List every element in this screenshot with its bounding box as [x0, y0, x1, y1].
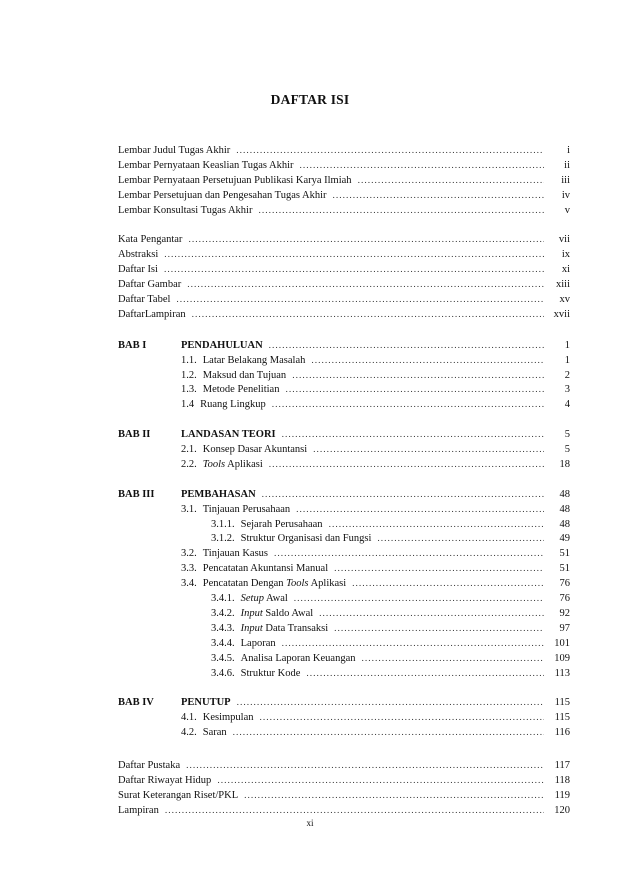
section-page: 1: [564, 354, 570, 366]
toc-entry[interactable]: [118, 189, 570, 203]
toc-entry-title: Daftar Tabel: [118, 294, 171, 305]
toc-entry-page: v: [564, 204, 570, 216]
dot-leader: [269, 339, 544, 353]
chapter-page: 115: [554, 697, 570, 709]
section-entry[interactable]: [118, 458, 570, 472]
section-page: 48: [559, 503, 570, 515]
section-number: 4.2.: [181, 727, 197, 739]
toc-entry-title: Surat Keterangan Riset/PKL: [118, 789, 239, 801]
toc-entry-page: 118: [554, 774, 570, 786]
dot-leader: [319, 607, 544, 621]
section-title-italic: Setup: [240, 593, 264, 604]
toc-entry-page: i: [567, 145, 570, 156]
section-entry[interactable]: [118, 354, 570, 368]
toc-entry-page: iii: [561, 174, 570, 186]
section-entry[interactable]: [118, 369, 570, 383]
section-number: 4.1.: [181, 712, 197, 724]
toc-entry-title: Lembar Judul Tugas Akhir: [118, 145, 231, 156]
subsection-entry[interactable]: [118, 637, 570, 651]
section-title-text: Struktur Kode: [240, 667, 301, 679]
section-title: [203, 547, 268, 561]
section-title-text: Awal: [263, 593, 288, 604]
section-entry[interactable]: [118, 577, 570, 591]
dot-leader: [282, 428, 544, 442]
section-page: 115: [554, 712, 570, 724]
toc-entry-title: Lembar Pernyataan Persetujuan Publikasi Karya Ilmiah: [118, 174, 352, 186]
section-title-text: Analisa Laporan Keuangan: [240, 652, 356, 664]
section-page: 2: [564, 369, 570, 381]
dot-leader: [236, 144, 544, 158]
section-title-text: Aplikasi: [308, 578, 347, 590]
section-number: 3.1.1.: [211, 518, 235, 530]
section-page: 97: [559, 622, 570, 634]
dot-leader: [244, 789, 544, 803]
section-title-text: Maksud dan Tujuan: [202, 369, 287, 381]
section-page: 49: [559, 533, 570, 545]
section-title-text: Struktur Organisasi dan Fungsi: [240, 533, 372, 545]
section-title-text: Tinjauan Perusahaan: [202, 503, 291, 515]
toc-entry[interactable]: [118, 278, 570, 292]
toc-entry[interactable]: [118, 204, 570, 218]
subsection-entry[interactable]: [118, 518, 570, 532]
chapter-label: BAB IV: [118, 697, 154, 709]
section-page: 113: [554, 667, 570, 679]
section-title: [241, 652, 356, 666]
section-number: 1.3.: [181, 384, 197, 396]
section-number: 3.4.1.: [211, 593, 235, 604]
toc-entry[interactable]: [118, 174, 570, 188]
section-title: [241, 592, 288, 606]
dot-leader: [186, 759, 544, 773]
toc-entry-page: ii: [564, 159, 570, 171]
toc-entry-page: 120: [554, 804, 570, 816]
dot-leader: [164, 263, 544, 277]
dot-leader: [334, 622, 544, 636]
page-number: xi: [306, 818, 314, 828]
toc-entry-page: iv: [561, 189, 570, 201]
section-number: 3.4.3.: [211, 622, 235, 634]
page-title: DAFTAR ISI: [270, 92, 350, 107]
section-entry[interactable]: [118, 547, 570, 561]
subsection-entry[interactable]: [118, 607, 570, 621]
section-page: 4: [564, 399, 570, 411]
section-number: 3.4.6.: [211, 667, 235, 679]
dot-leader: [274, 547, 544, 561]
section-title: [200, 398, 266, 412]
section-number: 2.2.: [181, 458, 197, 470]
dot-leader: [164, 248, 544, 262]
toc-entry-page: xiii: [555, 279, 570, 291]
section-title: [241, 518, 323, 532]
dot-leader: [362, 652, 545, 666]
dot-leader: [165, 804, 544, 818]
dot-leader: [187, 278, 544, 292]
toc-entry[interactable]: [118, 263, 570, 277]
section-title-text: Konsep Dasar Akuntansi: [202, 444, 308, 455]
toc-entry-page: 117: [554, 759, 570, 771]
toc-entry-title: DaftarLampiran: [118, 308, 186, 320]
chapter-heading[interactable]: [118, 488, 570, 502]
section-title-text: Metode Penelitian: [202, 384, 280, 396]
section-page: 5: [564, 444, 570, 455]
dot-leader: [329, 518, 544, 532]
toc-entry-title: Lampiran: [118, 804, 159, 816]
chapter-title: PENUTUP: [181, 697, 231, 709]
toc-entry[interactable]: [118, 804, 570, 818]
subsection-entry[interactable]: [118, 652, 570, 666]
toc-entry-page: xv: [559, 294, 570, 305]
section-number: 3.1.2.: [211, 533, 235, 545]
section-page: 18: [559, 458, 570, 470]
section-page: 92: [559, 607, 570, 619]
dot-leader: [272, 398, 544, 412]
section-title-text: Laporan: [240, 637, 276, 649]
section-title: [203, 577, 346, 591]
section-page: 48: [559, 518, 570, 530]
section-title: [203, 711, 254, 725]
section-title-text: Ruang Lingkup: [200, 399, 266, 411]
section-number: 3.4.: [181, 578, 197, 590]
dot-leader: [176, 293, 544, 307]
section-title: [241, 622, 329, 636]
chapter-heading[interactable]: [118, 696, 570, 710]
section-number: 3.2.: [181, 548, 197, 560]
section-page: 51: [559, 548, 570, 560]
toc-entry-title: Daftar Isi: [118, 264, 158, 276]
section-entry[interactable]: [118, 383, 570, 397]
dot-leader: [292, 369, 544, 383]
section-title-text: Aplikasi: [225, 458, 263, 470]
dot-leader: [269, 458, 544, 472]
dot-leader: [334, 562, 544, 576]
section-page: 76: [559, 578, 570, 590]
toc-entry-page: xvii: [553, 308, 570, 320]
section-number: 3.3.: [181, 563, 197, 575]
toc-entry-title: Lembar Konsultasi Tugas Akhir: [118, 204, 253, 216]
chapter-heading[interactable]: [118, 428, 570, 442]
chapter-label: BAB I: [118, 339, 147, 351]
toc-entry-page: ix: [561, 249, 570, 261]
toc-entry[interactable]: [118, 233, 570, 247]
section-title: [203, 354, 306, 368]
section-title: [203, 443, 307, 457]
toc-entry[interactable]: [118, 159, 570, 173]
subsection-entry[interactable]: [118, 532, 570, 546]
section-page: 3: [564, 384, 570, 396]
toc-entry[interactable]: [118, 789, 570, 803]
toc-entry-title: Kata Pengantar: [118, 234, 183, 246]
dot-leader: [294, 592, 544, 606]
dot-leader: [311, 354, 544, 368]
dot-leader: [377, 532, 544, 546]
section-number: 1.4: [181, 399, 195, 411]
section-entry[interactable]: [118, 398, 570, 412]
section-title: [203, 562, 328, 576]
toc-entry[interactable]: [118, 759, 570, 773]
section-title-italic: Input: [240, 622, 263, 634]
section-title: [203, 369, 286, 383]
dot-leader: [217, 774, 544, 788]
toc-entry[interactable]: [118, 293, 570, 307]
dot-leader: [260, 711, 545, 725]
chapter-title: PENDAHULUAN: [181, 339, 263, 351]
dot-leader: [296, 503, 544, 517]
section-title: [241, 532, 372, 546]
chapter-title: PEMBAHASAN: [181, 488, 256, 500]
section-title: [203, 383, 280, 397]
toc-entry[interactable]: [118, 248, 570, 262]
section-page: 101: [554, 637, 570, 649]
section-title: [241, 637, 276, 651]
toc-entry-page: 119: [554, 789, 570, 801]
toc-entry[interactable]: [118, 308, 570, 322]
toc-entry-title: Abstraksi: [118, 249, 159, 261]
section-title: [203, 726, 227, 740]
section-number: 2.1.: [181, 444, 197, 455]
chapter-page: 48: [559, 488, 570, 500]
section-entry[interactable]: [118, 443, 570, 457]
dot-leader: [188, 233, 544, 247]
toc-entry-title: Daftar Gambar: [118, 279, 182, 291]
dot-leader: [285, 383, 544, 397]
dot-leader: [313, 443, 544, 457]
chapter-page: 1: [564, 339, 570, 351]
toc-entry-title: Lembar Persetujuan dan Pengesahan Tugas Akhir: [118, 189, 327, 201]
chapter-label: BAB II: [118, 429, 151, 441]
dot-leader: [262, 488, 544, 502]
section-title-italic: Input: [240, 607, 263, 619]
toc-entry-title: Daftar Riwayat Hidup: [118, 774, 212, 786]
dot-leader: [233, 726, 544, 740]
dot-leader: [333, 189, 544, 203]
chapter-heading[interactable]: [118, 339, 570, 353]
dot-leader: [300, 159, 544, 173]
section-entry[interactable]: [118, 562, 570, 576]
toc-entry-title: Lembar Pernyataan Keaslian Tugas Akhir: [118, 159, 294, 171]
section-entry[interactable]: [118, 711, 570, 725]
section-title-text: Sejarah Perusahaan: [240, 518, 323, 530]
section-number: 3.4.4.: [211, 637, 235, 649]
section-title-italic: Tools: [202, 458, 226, 470]
section-title: [203, 458, 263, 472]
section-title-text: Saran: [202, 727, 227, 739]
section-page: 116: [554, 727, 570, 739]
toc-entry[interactable]: [118, 144, 570, 158]
section-entry[interactable]: [118, 726, 570, 740]
section-title-text: Tinjauan Kasus: [202, 548, 268, 560]
section-title: [241, 607, 314, 621]
section-page: 76: [559, 593, 570, 604]
section-number: 1.2.: [181, 369, 197, 381]
section-page: 109: [554, 652, 570, 664]
section-number: 3.4.2.: [211, 607, 235, 619]
toc-entry-title: Daftar Pustaka: [118, 759, 181, 771]
chapter-title: LANDASAN TEORI: [181, 429, 276, 441]
toc-entry-page: xi: [561, 264, 570, 276]
chapter-page: 5: [564, 429, 570, 441]
section-title-text: Kesimpulan: [202, 712, 254, 724]
dot-leader: [358, 174, 544, 188]
dot-leader: [237, 696, 544, 710]
section-title: [241, 667, 301, 681]
toc-entry[interactable]: [118, 774, 570, 788]
dot-leader: [306, 667, 544, 681]
subsection-entry[interactable]: [118, 592, 570, 606]
section-number: 3.4.5.: [211, 652, 235, 664]
dot-leader: [192, 308, 544, 322]
section-number: 1.1.: [181, 354, 197, 366]
section-title-text: Saldo Awal: [262, 607, 314, 619]
section-title-text: Latar Belakang Masalah: [202, 354, 306, 366]
chapter-label: BAB III: [118, 488, 155, 500]
dot-leader: [282, 637, 544, 651]
subsection-entry[interactable]: [118, 622, 570, 636]
dot-leader: [352, 577, 544, 591]
toc-entry-page: vii: [558, 234, 570, 246]
section-title-text: Pencatatan Akuntansi Manual: [202, 563, 329, 575]
section-title-italic: Tools: [286, 578, 309, 590]
section-number: 3.1.: [181, 503, 197, 515]
section-title: [203, 503, 290, 517]
dot-leader: [258, 204, 544, 218]
section-page: 51: [559, 563, 570, 575]
section-title-text: Data Transaksi: [262, 622, 329, 634]
section-title-text: Pencatatan Dengan: [202, 578, 287, 590]
subsection-entry[interactable]: [118, 667, 570, 681]
section-entry[interactable]: [118, 503, 570, 517]
